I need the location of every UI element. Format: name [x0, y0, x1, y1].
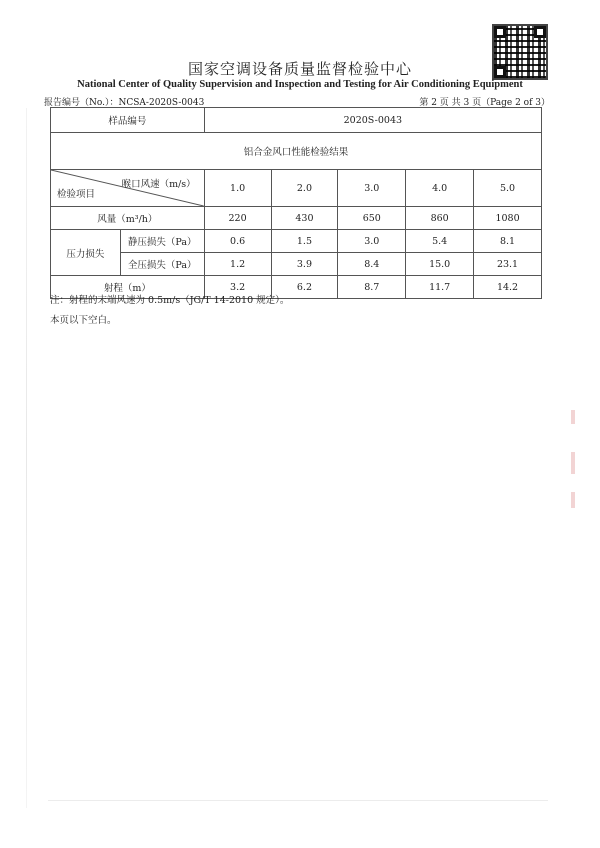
- static-pressure-row: [51, 230, 542, 253]
- speed-header-row: [51, 170, 542, 207]
- airflow-value: 860: [406, 207, 474, 230]
- airflow-value: 430: [271, 207, 338, 230]
- section-title: 铝合金风口性能检验结果: [51, 133, 542, 170]
- pressure-group-label: 压力损失: [51, 230, 121, 276]
- throw-value: 8.7: [338, 276, 406, 299]
- report-number: 报告编号（No.）：NCSA-2020S-0043: [44, 98, 205, 108]
- airflow-value: 220: [204, 207, 271, 230]
- seal-fragment: [571, 492, 575, 508]
- airflow-value: 650: [338, 207, 406, 230]
- sample-value: 2020S-0043: [204, 108, 541, 133]
- end-of-page-text: 本页以下空白。: [50, 315, 117, 326]
- static-value: 8.1: [474, 230, 542, 253]
- throw-label: 射程（m）: [51, 276, 205, 299]
- total-value: 15.0: [406, 253, 474, 276]
- binding-line: [26, 108, 27, 808]
- center-title-en: National Center of Quality Supervision and Inspection and Testing for Air Conditioning Equipment: [77, 79, 523, 90]
- throw-value: 6.2: [271, 276, 338, 299]
- center-title-cn: 国家空调设备质量监督检验中心: [187, 60, 412, 78]
- airflow-value: 1080: [474, 207, 542, 230]
- total-pressure-row: [51, 253, 542, 276]
- diagonal-header-cell: [51, 170, 205, 207]
- airflow-label: 风量（m³/h）: [51, 207, 205, 230]
- sample-label: 样品编号: [51, 108, 205, 133]
- footnote: 注：射程的末端风速为 0.5m/s（JG/T 14-2010 规定）。: [50, 295, 290, 306]
- speed-value: 5.0: [474, 170, 542, 207]
- speed-value: 1.0: [204, 170, 271, 207]
- static-value: 0.6: [204, 230, 271, 253]
- speed-value: 4.0: [406, 170, 474, 207]
- static-label: 静压损失（Pa）: [120, 230, 204, 253]
- speed-value: 3.0: [338, 170, 406, 207]
- page-number: 第 2 页 共 3 页（Page 2 of 3）: [419, 98, 550, 108]
- total-value: 8.4: [338, 253, 406, 276]
- throw-value: 3.2: [204, 276, 271, 299]
- sample-row: [51, 108, 542, 133]
- seal-fragment: [571, 410, 575, 424]
- seal-fragment: [571, 452, 575, 474]
- section-row: [51, 133, 542, 170]
- bottom-rule: [48, 800, 548, 801]
- total-label: 全压损失（Pa）: [120, 253, 204, 276]
- airflow-row: [51, 207, 542, 230]
- total-value: 1.2: [204, 253, 271, 276]
- static-value: 5.4: [406, 230, 474, 253]
- static-value: 1.5: [271, 230, 338, 253]
- total-value: 3.9: [271, 253, 338, 276]
- speed-label: 喉口风速（m/s）: [121, 179, 196, 190]
- throw-value: 14.2: [474, 276, 542, 299]
- throw-value: 11.7: [406, 276, 474, 299]
- total-value: 23.1: [474, 253, 542, 276]
- item-label: 检验项目: [57, 189, 96, 200]
- speed-value: 2.0: [271, 170, 338, 207]
- static-value: 3.0: [338, 230, 406, 253]
- results-table: [50, 107, 542, 299]
